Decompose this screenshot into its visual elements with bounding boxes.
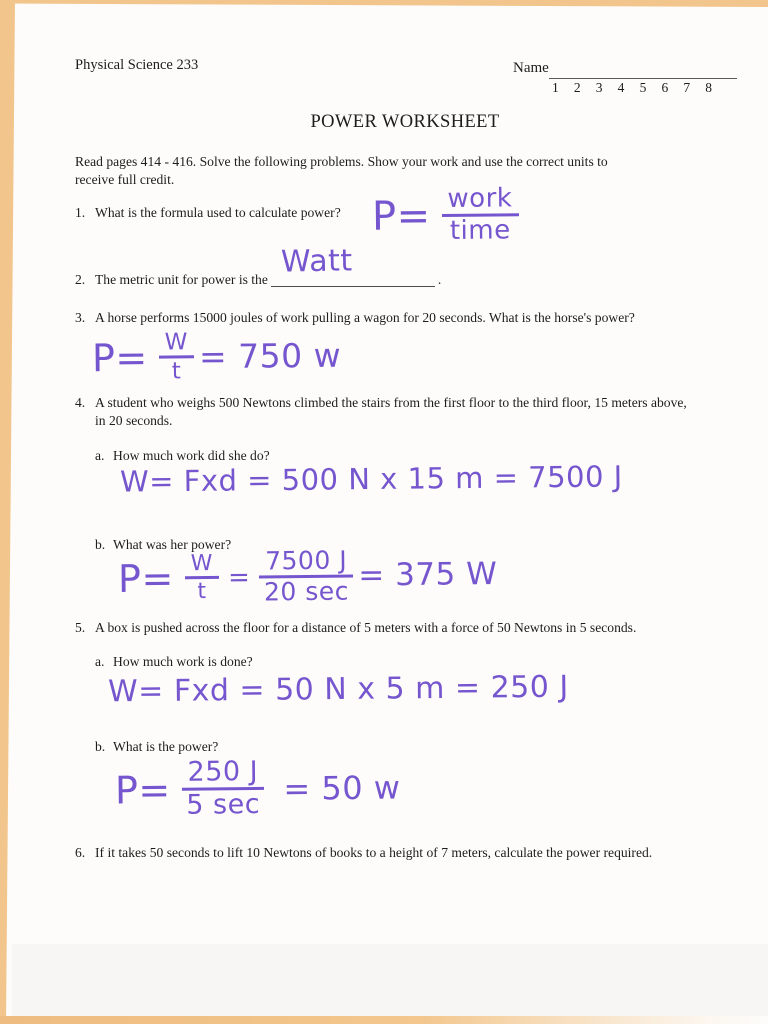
- question-4-text-line-2: in 20 seconds.: [95, 413, 173, 428]
- question-5: [75, 619, 636, 637]
- question-number: 5.: [75, 620, 86, 635]
- sentence-period: .: [437, 272, 442, 287]
- hw-fraction: [259, 545, 354, 607]
- fraction-denominator: t: [171, 358, 182, 385]
- sub-question-letter: a.: [95, 654, 105, 669]
- fraction-denominator: t: [197, 579, 207, 605]
- score-number: 6: [661, 80, 669, 95]
- question-5b: [95, 738, 218, 756]
- sub-question-letter: b.: [95, 537, 106, 552]
- question-number: 1.: [75, 205, 86, 220]
- question-text: What is the formula used to calculate power?: [95, 205, 341, 220]
- course-title: Physical Science 233: [75, 57, 199, 73]
- score-number: 2: [573, 80, 581, 95]
- worksheet-title: POWER WORKSHEET: [310, 112, 500, 132]
- score-number: 1: [552, 80, 559, 95]
- fraction-numerator: work: [441, 185, 518, 217]
- score-number: 7: [683, 80, 691, 95]
- score-number: 8: [705, 80, 712, 95]
- hw-result: = 50 w: [283, 768, 401, 808]
- question-number: 4.: [75, 395, 86, 410]
- fraction-numerator: 7500 J: [259, 548, 353, 579]
- handwritten-answer-q5a: W= Fxd = 50 N x 5 m = 250 J: [107, 669, 569, 710]
- hw-formula-lead: P=: [371, 192, 431, 240]
- question-1: [75, 204, 341, 222]
- question-number: 3.: [75, 310, 86, 325]
- question-number: 6.: [75, 845, 86, 860]
- hw-fraction: [158, 330, 194, 384]
- handwritten-answer-q4b: [118, 546, 498, 607]
- hw-fraction: [185, 552, 220, 604]
- hw-formula-lead: P=: [117, 556, 175, 601]
- handwritten-answer-q3: [92, 329, 342, 385]
- fraction-numerator: W: [185, 552, 220, 579]
- instructions-line-1: Read pages 414 - 416. Solve the following problems. Show your work and use the correct units to: [75, 154, 608, 169]
- handwritten-answer-q1: [372, 185, 524, 246]
- fraction-numerator: 250 J: [181, 758, 264, 791]
- question-4: [75, 394, 687, 412]
- question-number: 2.: [75, 272, 86, 287]
- handwritten-answer-q4a: W= Fxd = 500 N x 15 m = 7500 J: [119, 459, 623, 499]
- answer-blank-line: [271, 243, 435, 287]
- hw-result: = 375 W: [358, 556, 498, 594]
- scan-edge-left: [0, 0, 15, 1024]
- fraction-denominator: 20 sec: [263, 576, 350, 607]
- hw-result: = 750 w: [198, 335, 342, 377]
- question-text: A horse performs 15000 joules of work pulling a wagon for 20 seconds. What is the horse's power?: [95, 310, 635, 325]
- sub-question-text: What is the power?: [113, 739, 219, 754]
- scan-edge-top: [0, 0, 768, 7]
- hw-formula-lead: P=: [91, 335, 148, 380]
- instructions-line-2: receive full credit.: [75, 172, 175, 187]
- question-3: [75, 309, 635, 327]
- handwritten-answer-q5b: [115, 757, 401, 822]
- hw-fraction: [441, 185, 519, 245]
- sub-question-letter: a.: [95, 448, 105, 463]
- name-label: Name: [513, 60, 549, 76]
- question-text: A box is pushed across the floor for a distance of 5 meters with a force of 50 Newtons in 5 seconds.: [95, 620, 637, 635]
- sub-question-letter: b.: [95, 739, 106, 754]
- question-5a: [95, 653, 253, 671]
- name-blank-line: [549, 62, 737, 79]
- hw-formula-lead: P=: [114, 767, 172, 813]
- question-text: If it takes 50 seconds to lift 10 Newtons of books to a height of 7 meters, calculate the power required.: [95, 845, 653, 860]
- scan-shading: [12, 944, 768, 1016]
- hw-fraction: [181, 755, 264, 822]
- question-text-line-1: A student who weighs 500 Newtons climbed the stairs from the first floor to the third floor, 15 meters above,: [95, 395, 687, 410]
- sub-question-text: How much work is done?: [113, 654, 253, 669]
- hw-equals-sign: =: [227, 562, 251, 593]
- fraction-denominator: time: [449, 215, 511, 247]
- sub-question-text: What was her power?: [113, 537, 232, 552]
- score-number-row: [552, 80, 712, 96]
- handwritten-answer-q2: Watt: [280, 243, 353, 280]
- fraction-numerator: W: [158, 330, 194, 359]
- question-4a: [95, 447, 270, 465]
- score-number: 5: [639, 80, 647, 95]
- score-number: 3: [595, 80, 603, 95]
- sub-question-text: How much work did she do?: [113, 448, 270, 463]
- scan-edge-bottom: [0, 1016, 768, 1024]
- question-2: [75, 243, 442, 289]
- score-number: 4: [617, 80, 625, 95]
- question-6: [75, 844, 652, 862]
- question-text: The metric unit for power is the: [95, 272, 268, 287]
- fraction-denominator: 5 sec: [186, 789, 261, 822]
